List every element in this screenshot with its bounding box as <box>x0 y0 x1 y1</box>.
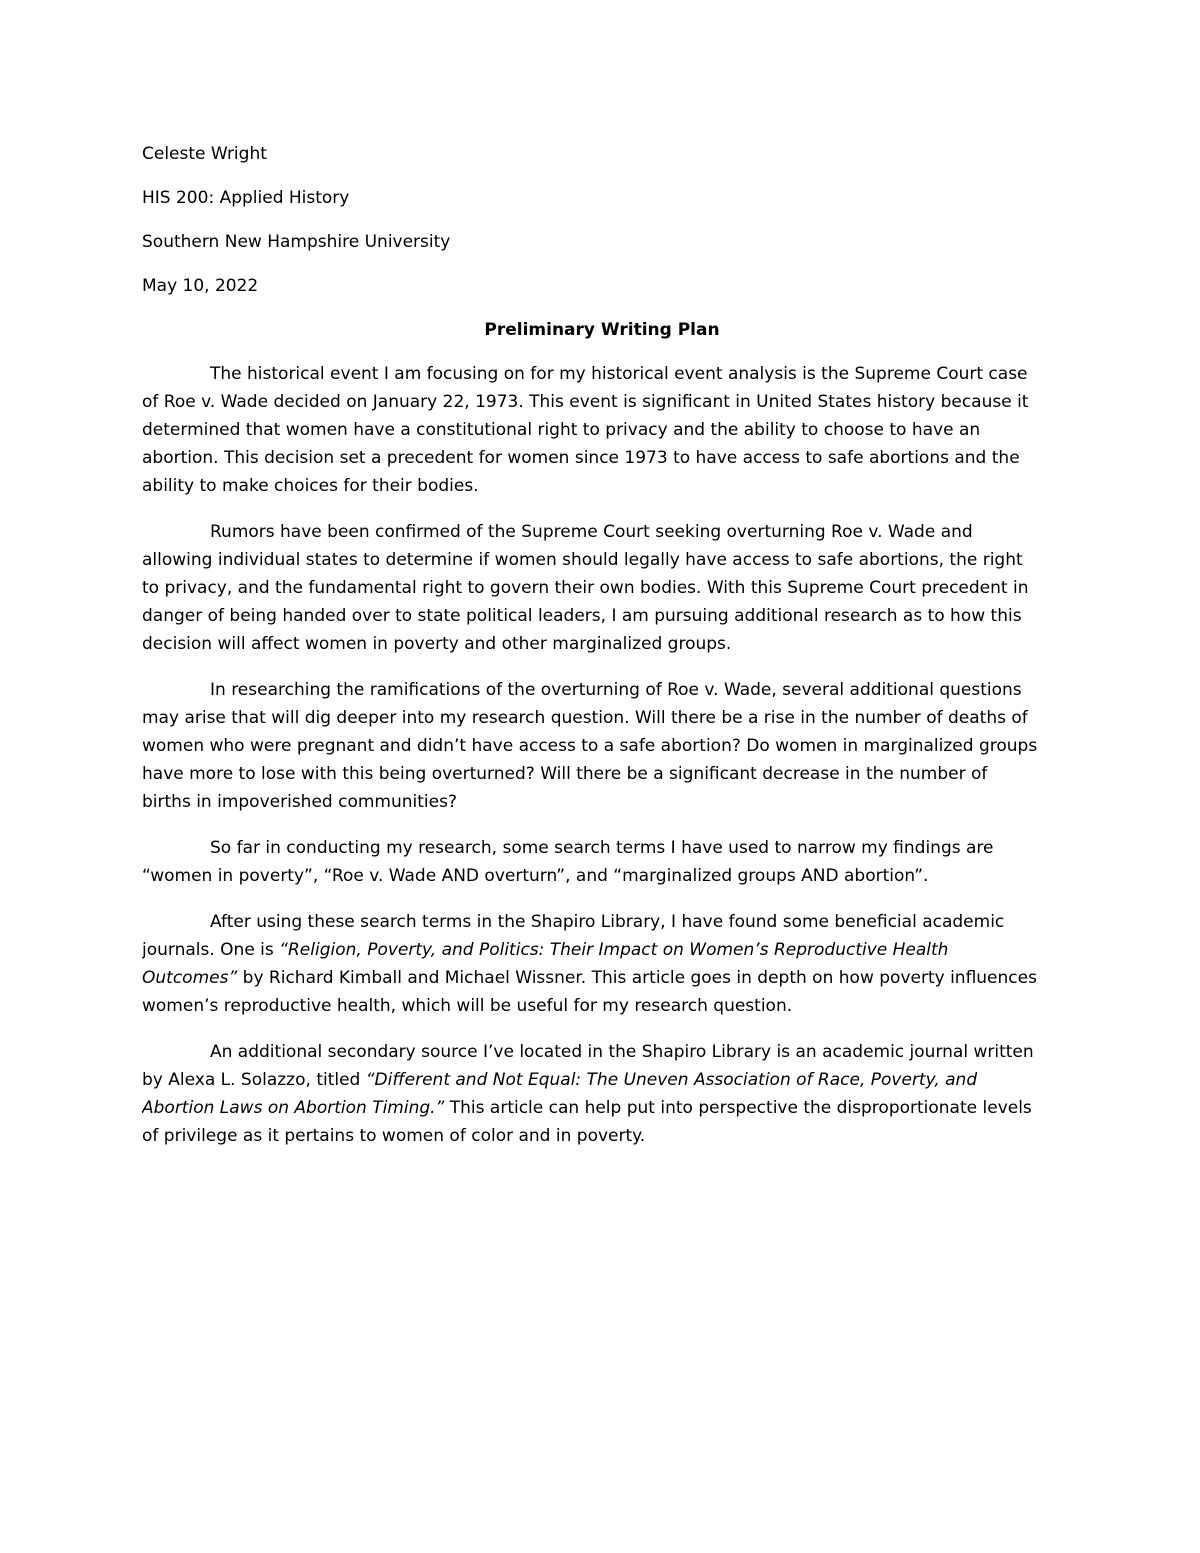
paragraph-line <box>142 602 1062 630</box>
text-segment: women who were pregnant and didn’t have access to a safe abortion? Do women in marginalized groups <box>142 736 1038 756</box>
paragraph-line <box>142 908 1062 936</box>
italic-text: “Different and Not Equal: The Uneven Association of Race, Poverty, and <box>365 1070 978 1090</box>
paragraph <box>142 834 1062 890</box>
paragraph-line <box>142 760 1062 788</box>
paragraph-line <box>142 936 1062 964</box>
text-segment: danger of being handed over to state political leaders, I am pursuing additional research as to how this <box>142 606 1022 626</box>
text-segment: have more to lose with this being overturned? Will there be a significant decrease in the number of <box>142 764 988 784</box>
text-segment: by Richard Kimball and Michael Wissner. This article goes in depth on how poverty influences <box>237 968 1037 988</box>
author-name: Celeste Wright <box>142 144 267 164</box>
text-segment: allowing individual states to determine if women should legally have access to safe abortions, the right <box>142 550 1023 570</box>
text-segment: of Roe v. Wade decided on January 22, 1973. This event is significant in United States history because it <box>142 392 1029 412</box>
paragraph-line <box>142 546 1062 574</box>
text-segment: journals. One is <box>142 940 280 960</box>
text-segment: of privilege as it pertains to women of color and in poverty. <box>142 1126 646 1146</box>
paragraph-line <box>142 676 1062 704</box>
text-segment: The historical event I am focusing on for my historical event analysis is the Supreme Court case <box>210 364 1028 384</box>
paragraph <box>142 1038 1062 1150</box>
paragraph <box>142 676 1062 816</box>
text-segment: After using these search terms in the Shapiro Library, I have found some beneficial academic <box>210 912 1005 932</box>
paragraph-line <box>142 732 1062 760</box>
paragraph-line <box>142 704 1062 732</box>
paragraph <box>142 360 1062 500</box>
text-segment: In researching the ramifications of the overturning of Roe v. Wade, several additional questions <box>210 680 1022 700</box>
paragraph-line <box>142 630 1062 658</box>
document-page <box>142 140 1062 1168</box>
paragraph-line <box>142 472 1062 500</box>
text-segment: by Alexa L. Solazzo, titled <box>142 1070 366 1090</box>
paragraph-line <box>142 1122 1062 1150</box>
document-date: May 10, 2022 <box>142 276 259 296</box>
course-name: HIS 200: Applied History <box>142 188 350 208</box>
paragraph-line <box>142 518 1062 546</box>
paragraph-line <box>142 862 1062 890</box>
paragraph-line <box>142 788 1062 816</box>
text-segment: An additional secondary source I’ve located in the Shapiro Library is an academic journal written <box>210 1042 1034 1062</box>
text-segment: So far in conducting my research, some search terms I have used to narrow my findings are <box>210 838 994 858</box>
text-segment: decision will affect women in poverty and other marginalized groups. <box>142 634 732 654</box>
text-segment: abortion. This decision set a precedent for women since 1973 to have access to safe abortions and the <box>142 448 1020 468</box>
paragraph <box>142 518 1062 658</box>
paragraph-line <box>142 1038 1062 1066</box>
text-segment: to privacy, and the fundamental right to govern their own bodies. With this Supreme Court precedent in <box>142 578 1029 598</box>
paragraph-line <box>142 388 1062 416</box>
paragraph-line <box>142 834 1062 862</box>
text-segment: women’s reproductive health, which will be useful for my research question. <box>142 996 793 1016</box>
school-name: Southern New Hampshire University <box>142 232 451 252</box>
paragraph <box>142 908 1062 1020</box>
paragraph-line <box>142 992 1062 1020</box>
italic-text: Abortion Laws on Abortion Timing.” <box>142 1098 445 1118</box>
paragraph-line <box>142 360 1062 388</box>
italic-text: Outcomes” <box>142 968 238 988</box>
text-segment: determined that women have a constitutional right to privacy and the ability to choose to have an <box>142 420 981 440</box>
text-segment: may arise that will dig deeper into my research question. Will there be a rise in the number of deaths of <box>142 708 1028 728</box>
paragraph-line <box>142 964 1062 992</box>
paragraph-line <box>142 1066 1062 1094</box>
text-segment: ability to make choices for their bodies. <box>142 476 479 496</box>
paragraph-line <box>142 444 1062 472</box>
italic-text: “Religion, Poverty, and Politics: Their Impact on Women’s Reproductive Health <box>279 940 949 960</box>
paragraph-line <box>142 574 1062 602</box>
text-segment: “women in poverty”, “Roe v. Wade AND overturn”, and “marginalized groups AND abortion”. <box>142 866 929 886</box>
body-text <box>142 360 1062 1150</box>
text-segment: births in impoverished communities? <box>142 792 457 812</box>
paragraph-line <box>142 1094 1062 1122</box>
text-segment: Rumors have been confirmed of the Supreme Court seeking overturning Roe v. Wade and <box>210 522 973 542</box>
document-title: Preliminary Writing Plan <box>484 320 720 340</box>
paragraph-line <box>142 416 1062 444</box>
text-segment: This article can help put into perspective the disproportionate levels <box>444 1098 1032 1118</box>
